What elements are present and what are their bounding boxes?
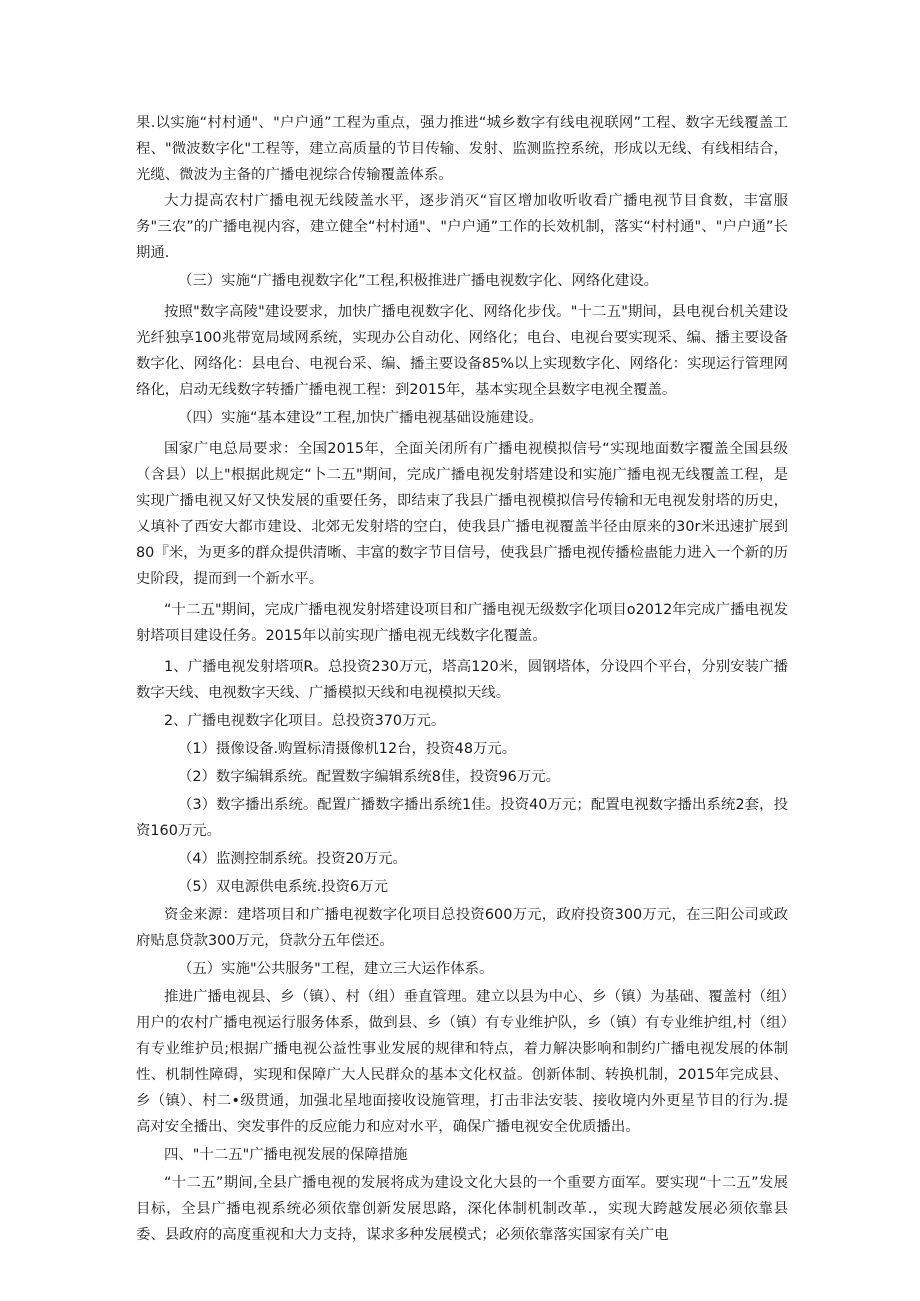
paragraph: 推进广播电视县、乡（镇）、村（组）垂直管理。建立以县为中心、乡（镇）为基础、覆盖村（组）用户的农村广播电视运行服务体系，做到县、乡（镇）有专业维护队，乡（镇）有专业维护组,村（组）有专业维护员;根据广播电视公益性事业发展的规律和特点，着力解决影响和制约广播电视发展的体制性、机制性障碍，实现和保障广大人民群众的基本文化权益。创新体制、转换机制，2015年完成县、乡（镇）、村二•级贯通，加强北星地面接收设施管理，打击非法安装、接收境内外更星节目的行为.提高对安全播出、突发事件的反应能力和应对水平，确保广播电视安全优质播出。	[136, 989, 788, 1135]
sub-list-item: （3）数字播出系统。配置广播数字播出系统1佳。投资40万元；配置电视数字播出系统2套，投资160万元。	[136, 797, 788, 839]
paragraph: “十二五”期间,全县广播电视的发展将成为建设文化大县的一个重要方面军。要实现“十二五”发展目标，全县广播电视系统必须依靠创新发展思路，深化体制机制改革.，实现大跨越发展必须依靠县委、县政府的高度重视和大力支持，谋求多种发展模式；必须依靠落实国家有关广电	[136, 1175, 788, 1243]
sub-list-item: （2）数字编辑系统。配置数字编辑系统8佳，投资96万元。	[178, 769, 560, 785]
list-item: 1、广播电视发射塔项R。总投资230万元，塔高120米，圆钢塔体，分设四个平台，分别安装广播数字天线、电视数字天线、广播模拟天线和电视模拟天线。	[136, 659, 788, 701]
sub-list-item: （4）监测控制系统。投资20万元。	[178, 851, 407, 867]
section-heading: （三）实施“广播电视数字化”工程,积极推进广播电视数字化、网络化建设。	[178, 273, 658, 289]
paragraph: 国家广电总局要求：全国2015年，全面关闭所有广播电视模拟信号“实现地面数字覆盖全国县级（含县）以上"根据此规定“卜二五"期间，完成广播电视发射塔建设和实施广播电视无线覆盖工程，是实现广播电视又好又快发展的重要任务，即结束了我县广播电视模拟信号传输和无电视发射塔的历史，乂填补了西安大都市建设、北郊无发射塔的空白，使我县广播电视覆盖半径由原来的30r米迅速扩展到80『米，为更多的群众提供清晰、丰富的数字节目信号，使我县广播电视传播检蛊能力进入一个新的历史阶段，提而到一个新水平。	[136, 441, 788, 587]
paragraph: 按照"数字高陵"建设要求，加快广播电视数字化、网络化步伐。"十二五"期间，县电视台机关建设光纤独享100兆带宽局域网系统，实现办公自动化、网络化；电台、电视台要实现采、编、播主要设备数字化、网络化：县电台、电视台采、编、播主要设备85%以上实现数字化、网络化：实现运行管理网络化，启动无线数字转播广播电视工程：到2015年，基本实现全县数字电视全覆盖。	[136, 304, 788, 398]
sub-list-item: （5）双电源供电系统.投资6万元	[178, 879, 388, 895]
paragraph: 资金来源：建塔项目和广播电视数字化项目总投资600万元，政府投资300万元，在三阳公司或政府贴息贷款300万元，贷款分五年偿还。	[136, 907, 789, 949]
paragraph: 大力提高农村广播电视无线陵盖水平，逐步消灭“盲区增加收听收看广播电视节目食数，丰富服务"三农”的广播电视内容，建立健全“村村通"、"户户通”工作的长效机制，落实“村村通"、"户户通”长期通.	[136, 193, 788, 261]
document-body	[136, 110, 788, 1248]
paragraph: “十二五"期间，完成广播电视发射塔建设项目和广播电视无级数字化项目o2012年完成广播电视发射塔项目建设任务。2015年以前实现广播电视无线数字化覆盖。	[136, 602, 788, 644]
sub-list-item: （1）摄像设备.购置标清摄像机12台，投资48万元。	[178, 741, 517, 757]
section-heading: （四）实施“基本建设”工程,加快广播电视基础设施建设。	[178, 410, 543, 426]
list-item: 2、广播电视数字化项目。总投资370万元。	[164, 713, 446, 729]
section-heading: （五）实施"公共服务"工程，建立三大运作体系。	[178, 961, 494, 977]
section-heading: 四、"十二五"广播电视发展的保障措施	[164, 1147, 408, 1163]
paragraph: 果.以实施“村村通"、"户户通”工程为重点，强力推进“城乡数字有线电视联网”工程、数字无线覆盖工程、"微波数字化"工程等，建立高质量的节目传输、发射、监测监控系统，形成以无线、有线相结合，光缆、微波为主备的广播电视综合传输覆盖体系。	[136, 115, 788, 183]
